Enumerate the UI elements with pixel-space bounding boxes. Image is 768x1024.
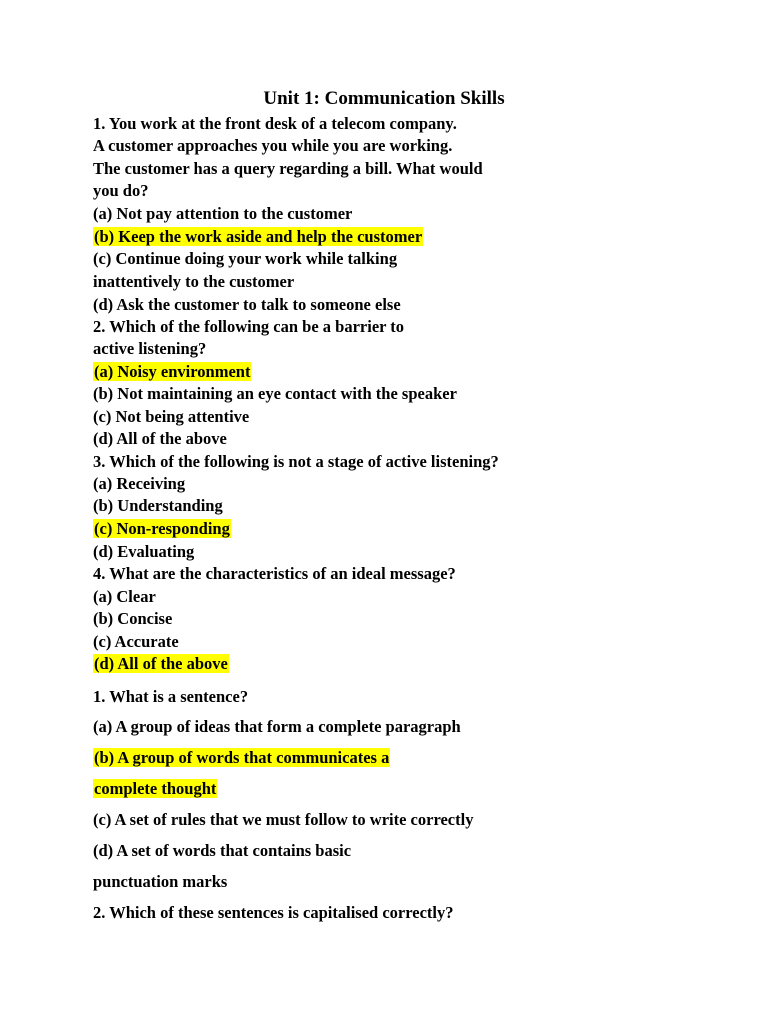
line-text: (a) Not pay attention to the customer: [93, 204, 353, 223]
text-line: [93, 114, 457, 134]
text-line: [93, 384, 457, 404]
text-line: [93, 227, 423, 247]
text-line: [93, 317, 404, 337]
text-line: [93, 204, 352, 224]
text-line: [93, 159, 483, 179]
line-text: 3. Which of the following is not a stage of active listening?: [93, 452, 499, 471]
line-text: punctuation marks: [93, 872, 228, 891]
text-line: [93, 295, 401, 315]
highlighted-answer: (b) A group of words that communicates a: [94, 748, 390, 767]
text-line: [93, 564, 456, 584]
text-line: [93, 249, 397, 269]
text-line: [93, 841, 351, 861]
text-line: [93, 362, 251, 382]
highlighted-answer: complete thought: [94, 779, 217, 798]
line-text: (a) A group of ideas that form a complete paragraph: [93, 717, 461, 736]
highlighted-answer: (c) Non-responding: [94, 519, 230, 538]
text-line: [93, 181, 148, 201]
line-text: 1. You work at the front desk of a telecom company.: [93, 114, 457, 133]
text-line: [93, 339, 206, 359]
text-line: [93, 474, 185, 494]
line-text: 4. What are the characteristics of an ideal message?: [93, 564, 456, 583]
line-text: (d) Evaluating: [93, 542, 195, 561]
text-line: [93, 452, 499, 472]
text-line: [93, 496, 223, 516]
text-line: [93, 903, 454, 923]
highlighted-answer: (a) Noisy environment: [94, 362, 251, 381]
line-text: (d) All of the above: [93, 429, 227, 448]
text-line: [93, 587, 156, 607]
line-text: (b) Not maintaining an eye contact with the speaker: [93, 384, 457, 403]
text-line: [93, 717, 461, 737]
line-text: inattentively to the customer: [93, 272, 295, 291]
text-line: [93, 519, 231, 539]
text-line: [93, 429, 227, 449]
line-text: (c) A set of rules that we must follow to write correctly: [93, 810, 474, 829]
text-line: [93, 632, 179, 652]
text-line: [93, 779, 217, 799]
text-line: [93, 654, 229, 674]
text-line: [93, 136, 452, 156]
text-line: [93, 272, 294, 292]
text-line: [93, 748, 390, 768]
line-text: (a) Receiving: [93, 474, 186, 493]
line-text: 2. Which of these sentences is capitalised correctly?: [93, 903, 454, 922]
text-line: [93, 687, 248, 707]
line-text: 2. Which of the following can be a barrier to: [93, 317, 405, 336]
line-text: (d) Ask the customer to talk to someone else: [93, 295, 401, 314]
line-text: A customer approaches you while you are working.: [93, 136, 453, 155]
text-line: [93, 407, 249, 427]
text-line: [93, 872, 227, 892]
line-text: (c) Accurate: [93, 632, 179, 651]
line-text: (c) Continue doing your work while talking: [93, 249, 398, 268]
line-text: The customer has a query regarding a bill. What would: [93, 159, 483, 178]
page-title: Unit 1: Communication Skills: [263, 88, 505, 109]
line-text: (c) Not being attentive: [93, 407, 250, 426]
text-line: [93, 542, 194, 562]
line-text: 1. What is a sentence?: [93, 687, 249, 706]
line-text: (d) A set of words that contains basic: [93, 841, 352, 860]
line-text: (a) Clear: [93, 587, 156, 606]
line-text: (b) Understanding: [93, 496, 223, 515]
line-text: active listening?: [93, 339, 207, 358]
highlighted-answer: (d) All of the above: [94, 654, 228, 673]
line-text: (b) Concise: [93, 609, 173, 628]
highlighted-answer: (b) Keep the work aside and help the customer: [94, 227, 423, 246]
line-text: you do?: [93, 181, 149, 200]
text-line: [93, 810, 473, 830]
text-line: [93, 609, 172, 629]
